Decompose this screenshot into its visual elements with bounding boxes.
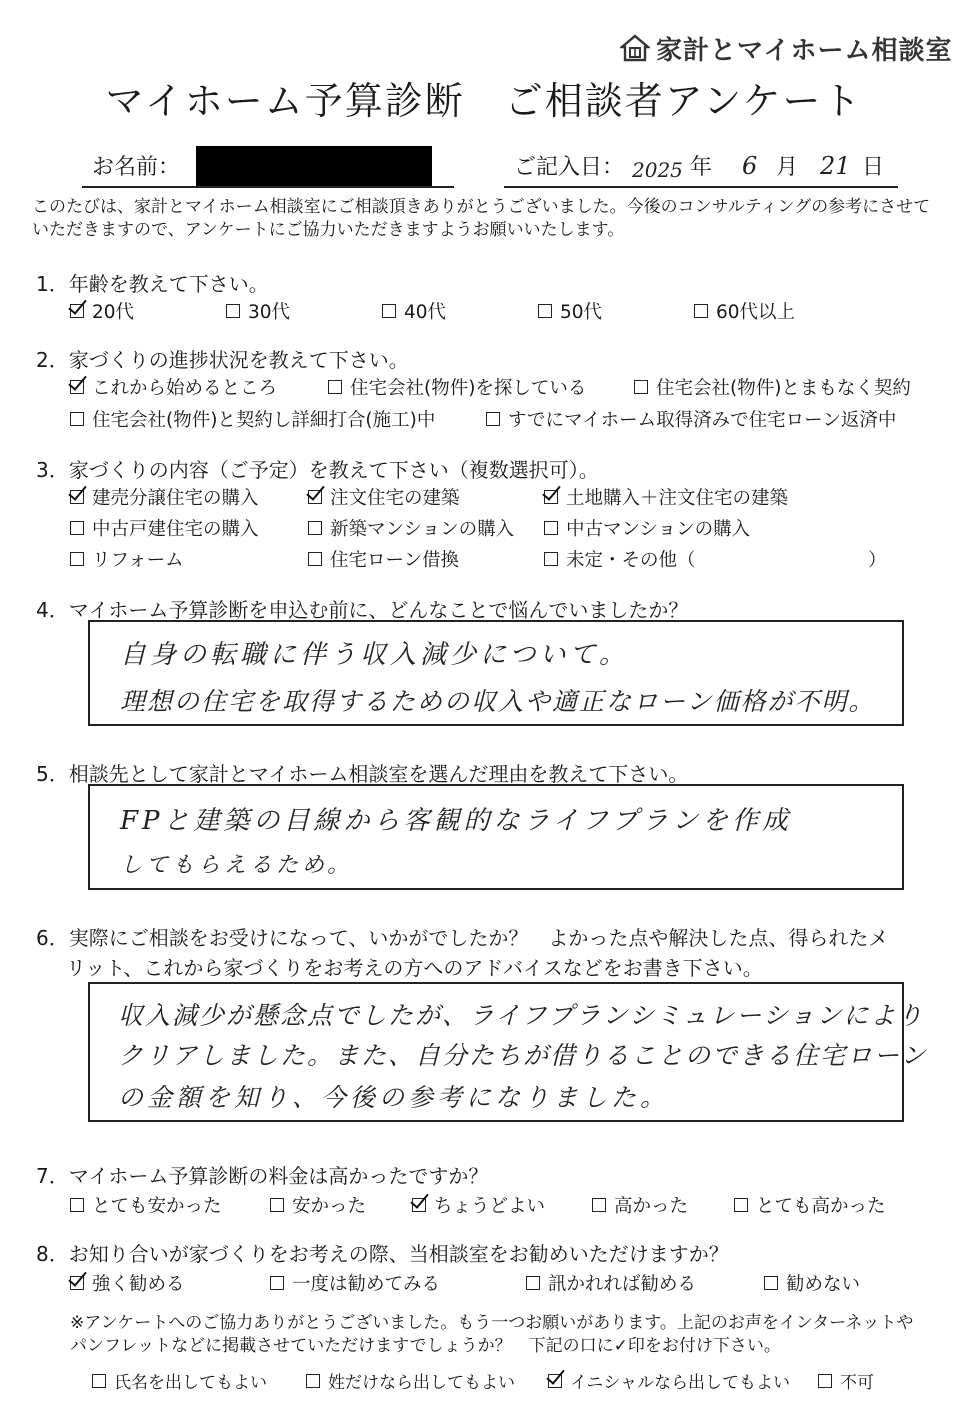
checkbox[interactable] [328, 380, 342, 394]
q6-label-cont: リット、これから家づくりをお考えの方へのアドバイスなどをお書き下さい。 [66, 956, 763, 980]
q1-option[interactable]: 60代以上 [694, 298, 795, 324]
checkbox[interactable] [70, 1198, 84, 1212]
checkbox[interactable] [548, 1374, 562, 1388]
date-year-unit: 年 [690, 155, 713, 180]
q2-option[interactable]: これから始めるところ [70, 374, 277, 400]
checkbox[interactable] [226, 304, 240, 318]
q3-option[interactable]: リフォーム [70, 546, 184, 572]
checkbox[interactable] [694, 304, 708, 318]
q6-answer-line: クリアしました。また、自分たちが借りることのできる住宅ローン [118, 1041, 928, 1070]
date-underline [504, 186, 898, 188]
publish-option[interactable]: 不可 [818, 1368, 874, 1393]
publication-note: ※アンケートへのご協力ありがとうございました。もう一つお願いがあります。上記のお声をインターネットやパンフレットなどに掲載させていただけますでしょうか？ 下記の口に✓印をお付け下さい。 [70, 1313, 914, 1356]
q6-label: 6．実際にご相談をお受けになって、いかがでしたか？ よかった点や解決した点、得られたメ [36, 926, 889, 950]
checkbox[interactable] [538, 304, 552, 318]
q8-option[interactable]: 訊かれれば勧める [526, 1270, 696, 1296]
q5-label: 5．相談先として家計とマイホーム相談室を選んだ理由を教えて下さい。 [36, 762, 689, 786]
q1-label: 1．年齢を教えて下さい。 [36, 272, 269, 296]
q6-answer-line: 収入減少が懸念点でしたが、ライフプランシミュレーションにより [118, 1001, 925, 1030]
checkbox[interactable] [270, 1276, 284, 1290]
q7-option[interactable]: とても安かった [70, 1192, 222, 1218]
checkbox[interactable] [734, 1198, 748, 1212]
checkbox[interactable] [70, 521, 84, 535]
q2-option[interactable]: 住宅会社(物件)を探している [328, 374, 586, 400]
q3-close-paren: ） [868, 550, 887, 571]
checkbox[interactable] [544, 521, 558, 535]
checkbox[interactable] [92, 1374, 106, 1388]
q3-option[interactable]: 中古マンションの購入 [544, 515, 750, 541]
q2-label: 2．家づくりの進捗状況を教えて下さい。 [36, 348, 409, 372]
date-month: 6 [742, 152, 758, 180]
q1-option[interactable]: 50代 [538, 298, 602, 324]
q1-option[interactable]: 40代 [382, 298, 446, 324]
q3-label: 3．家づくりの内容（ご予定）を教えて下さい（複数選択可）。 [36, 458, 599, 482]
checkbox[interactable] [544, 552, 558, 566]
q8-option[interactable]: 勧めない [764, 1270, 860, 1296]
q3-option[interactable]: 土地購入＋注文住宅の建築 [544, 484, 788, 510]
q3-option[interactable]: 新築マンションの購入 [308, 515, 514, 541]
q6-answer-line: の金額を知り、今後の参考になりました。 [118, 1083, 670, 1112]
q3-option[interactable]: 中古戸建住宅の購入 [70, 515, 259, 541]
q8-option[interactable]: 一度は勧めてみる [270, 1270, 440, 1296]
q2-option[interactable]: 住宅会社(物件)と契約し詳細打合(施工)中 [70, 406, 435, 432]
q3-option[interactable]: 住宅ローン借換 [308, 546, 459, 572]
checkbox[interactable] [70, 412, 84, 426]
q1-option[interactable]: 20代 [70, 298, 134, 324]
checkbox[interactable] [308, 490, 322, 504]
publish-option[interactable]: 姓だけなら出してもよい [306, 1368, 515, 1393]
q7-option[interactable]: 安かった [270, 1192, 366, 1218]
q7-option[interactable]: 高かった [592, 1192, 688, 1218]
checkbox[interactable] [382, 304, 396, 318]
logo-text: 家計とマイホーム相談室 [656, 35, 953, 66]
date-year: 2025 [632, 158, 683, 182]
intro-text: このたびは、家計とマイホーム相談室にご相談頂きありがとうございました。今後のコンサルティングの参考にさせていただきますので、アンケートにご協力いただきますようお願いいたします。 [32, 197, 931, 240]
q5-answer-line: FPと建築の目線から客観的なライフプランを作成 [120, 806, 792, 836]
checkbox[interactable] [592, 1198, 606, 1212]
q3-option[interactable]: 未定・その他（ [544, 546, 696, 572]
date-month-unit: 月 [776, 155, 799, 180]
checkbox[interactable] [308, 552, 322, 566]
date-day-unit: 日 [862, 155, 885, 180]
publish-option[interactable]: 氏名を出してもよい [92, 1368, 267, 1393]
name-label: お名前： [92, 155, 181, 180]
q2-option[interactable]: すでにマイホーム取得済みで住宅ローン返済中 [486, 406, 896, 432]
q4-label: 4．マイホーム予算診断を申込む前に、どんなことで悩んでいましたか？ [36, 598, 689, 622]
q8-option[interactable]: 強く勧める [70, 1270, 185, 1296]
checkbox[interactable] [70, 490, 84, 504]
checkbox[interactable] [70, 380, 84, 394]
q4-answer-line: 理想の住宅を取得するための収入や適正なローン価格が不明。 [120, 687, 876, 716]
q7-option[interactable]: ちょうどよい [412, 1192, 545, 1218]
publish-option[interactable]: イニシャルなら出してもよい [548, 1368, 790, 1393]
checkbox[interactable] [70, 304, 84, 318]
q5-answer-line: してもらえるため。 [120, 853, 354, 878]
checkbox[interactable] [270, 1198, 284, 1212]
checkbox[interactable] [818, 1374, 832, 1388]
q7-label: 7．マイホーム予算診断の料金は高かったですか？ [36, 1164, 489, 1188]
checkbox[interactable] [308, 521, 322, 535]
checkbox[interactable] [764, 1276, 778, 1290]
q8-label: 8．お知り合いが家づくりをお考えの際、当相談室をお勧めいただけますか？ [36, 1242, 729, 1266]
q6-answer-box[interactable] [88, 982, 928, 1122]
q3-option[interactable]: 建売分譲住宅の購入 [70, 484, 259, 510]
checkbox[interactable] [412, 1198, 426, 1212]
q1-option[interactable]: 30代 [226, 298, 290, 324]
name-underline [82, 186, 454, 188]
checkbox[interactable] [486, 412, 500, 426]
q4-answer-line: 自身の転職に伴う収入減少について。 [120, 640, 629, 670]
checkbox[interactable] [544, 490, 558, 504]
name-redaction [196, 146, 432, 186]
q5-answer-box[interactable] [88, 784, 904, 890]
checkbox[interactable] [70, 552, 84, 566]
q7-option[interactable]: とても高かった [734, 1192, 886, 1218]
house-icon [620, 33, 650, 63]
q3-option[interactable]: 注文住宅の建築 [308, 484, 460, 510]
q4-answer-box[interactable] [88, 620, 904, 726]
checkbox[interactable] [634, 380, 648, 394]
page-title: マイホーム予算診断 ご相談者アンケート [105, 79, 863, 123]
date-day: 21 [820, 152, 851, 180]
date-label: ご記入日： [514, 155, 625, 180]
q2-option[interactable]: 住宅会社(物件)とまもなく契約 [634, 374, 911, 400]
checkbox[interactable] [70, 1276, 84, 1290]
checkbox[interactable] [306, 1374, 320, 1388]
checkbox[interactable] [526, 1276, 540, 1290]
company-logo [620, 30, 952, 66]
